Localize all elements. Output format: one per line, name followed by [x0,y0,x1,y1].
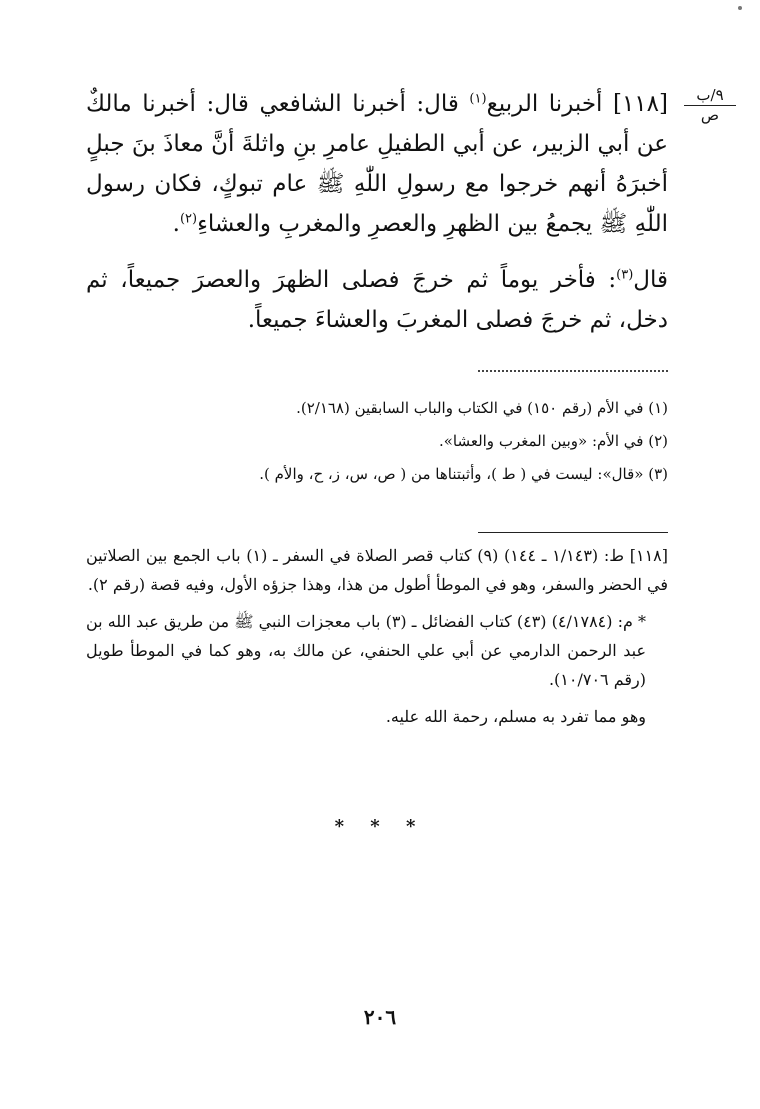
manuscript-folio-note [684,86,736,124]
corner-mark [738,6,742,10]
main-text [86,84,668,340]
qala-word: قال [633,267,668,293]
footnote-1: (١) في الأم (رقم ١٥٠) في الكتاب والباب السابقين (٢/١٦٨). [296,399,668,417]
hadith-body-end: . [172,211,180,237]
section-separator: * * * [334,816,426,837]
references [86,541,668,731]
folio-number: ٩/ب [684,86,736,106]
hadith-paragraph-2 [86,260,668,340]
reference-muwatta: [١١٨] ط: (١/١٤٣ ـ ١٤٤) (٩) كتاب قصر الصلاة في السفر ـ (١) باب الجمع بين الصلاتين في الحضر والسفر، وهو في الموطأ أطول من هذا، وهذا جزؤه الأول، وفيه قصة (رقم ٢). [86,546,668,594]
footnote-3: (٣) «قال»: ليست في ( ط )، وأثبتناها من ( ص، س، ز، ح، والأم ). [259,465,668,483]
manuscript-siglum: ص [700,106,720,124]
footnote-ref-1: (١) [469,91,487,107]
footnote-ref-3: (٣) [616,267,634,283]
page-number: ٢٠٦ [363,1005,397,1029]
footnotes [86,397,668,496]
hadith-opening: [١١٨] أخبرنا الربيع [486,91,668,117]
footnote-2: (٢) في الأم: «وبين المغرب والعشا». [438,432,668,450]
hadith-body: قال: أخبرنا الشافعي قال: أخبرنا مالكٌ عن أبي الزبير، عن أبي الطفيلِ عامرِ بنِ واثلةَ أنَّ معاذَ بنَ جبلٍ أخبرَهُ أنهم خرجوا مع رسولِ اللّٰهِ ﷺ عام تبوكٍ، فكان رسول اللّٰهِ ﷺ يجمعُ بين الظهرِ والعصرِ والمغربِ والعشاءِ [86,91,668,237]
reference-muslim: * م: (٤/١٧٨٤) (٤٣) كتاب الفضائل ـ (٣) باب معجزات النبي ﷺ من طريق عبد الله بن عبد الرحمن الدارمي عن أبي علي الحنفي، عن مالك به، وهو كما في الموطأ طويل (رقم ١٠/٧٠٦). [86,612,646,689]
footnote-divider [478,370,668,374]
reference-note: وهو مما تفرد به مسلم، رحمة الله عليه. [385,707,646,726]
hadith-continuation: : فأخر يوماً ثم خرجَ فصلى الظهرَ والعصرَ جميعاً، ثم دخل، ثم خرجَ فصلى المغربَ والعشاءَ جميعاً. [86,267,668,333]
references-divider [478,532,668,533]
hadith-paragraph-1 [86,84,668,244]
footnote-ref-2: (٢) [179,211,198,227]
